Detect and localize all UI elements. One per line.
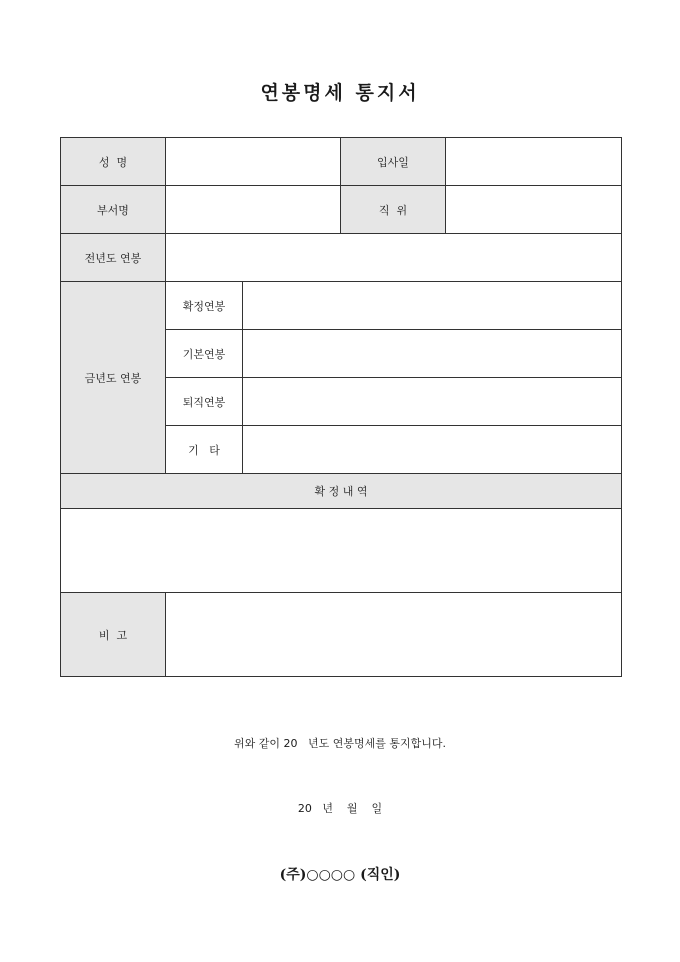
confirmed-salary-label: 확정연봉: [166, 282, 243, 330]
row-remarks: [61, 593, 622, 677]
position-value-cell[interactable]: [446, 186, 622, 234]
hire-date-label: 입사일: [341, 138, 446, 186]
row-details-body: [61, 509, 622, 593]
company-seal-line: (주)○○○○ (직인): [279, 867, 401, 883]
details-body-cell[interactable]: [61, 509, 622, 593]
salary-form-table: [60, 137, 622, 677]
details-header: 확 정 내 역: [61, 474, 622, 509]
dept-label: 부서명: [61, 186, 166, 234]
prev-salary-label: 전년도 연봉: [61, 234, 166, 282]
notice-date: 20 년 월 일: [297, 802, 383, 815]
name-value-cell[interactable]: [166, 138, 341, 186]
name-label: 성 명: [61, 138, 166, 186]
other-value-cell[interactable]: [243, 426, 622, 474]
prev-salary-value-cell[interactable]: [166, 234, 622, 282]
notice-statement: 위와 같이 20 년도 연봉명세를 통지합니다.: [234, 737, 446, 750]
base-salary-label: 기본연봉: [166, 330, 243, 378]
row-dept: [61, 186, 622, 234]
row-prev-salary: [61, 234, 622, 282]
remarks-value-cell[interactable]: [166, 593, 622, 677]
retirement-salary-value-cell[interactable]: [243, 378, 622, 426]
document-title: 연봉명세 통지서: [260, 82, 420, 104]
row-confirmed-salary: [61, 282, 622, 330]
row-name: [61, 138, 622, 186]
row-details-header: [61, 474, 622, 509]
other-label: 기 타: [166, 426, 243, 474]
dept-value-cell[interactable]: [166, 186, 341, 234]
position-label: 직 위: [341, 186, 446, 234]
base-salary-value-cell[interactable]: [243, 330, 622, 378]
hire-date-value-cell[interactable]: [446, 138, 622, 186]
curr-salary-label: 금년도 연봉: [61, 282, 166, 474]
confirmed-salary-value-cell[interactable]: [243, 282, 622, 330]
remarks-label: 비 고: [61, 593, 166, 677]
retirement-salary-label: 퇴직연봉: [166, 378, 243, 426]
